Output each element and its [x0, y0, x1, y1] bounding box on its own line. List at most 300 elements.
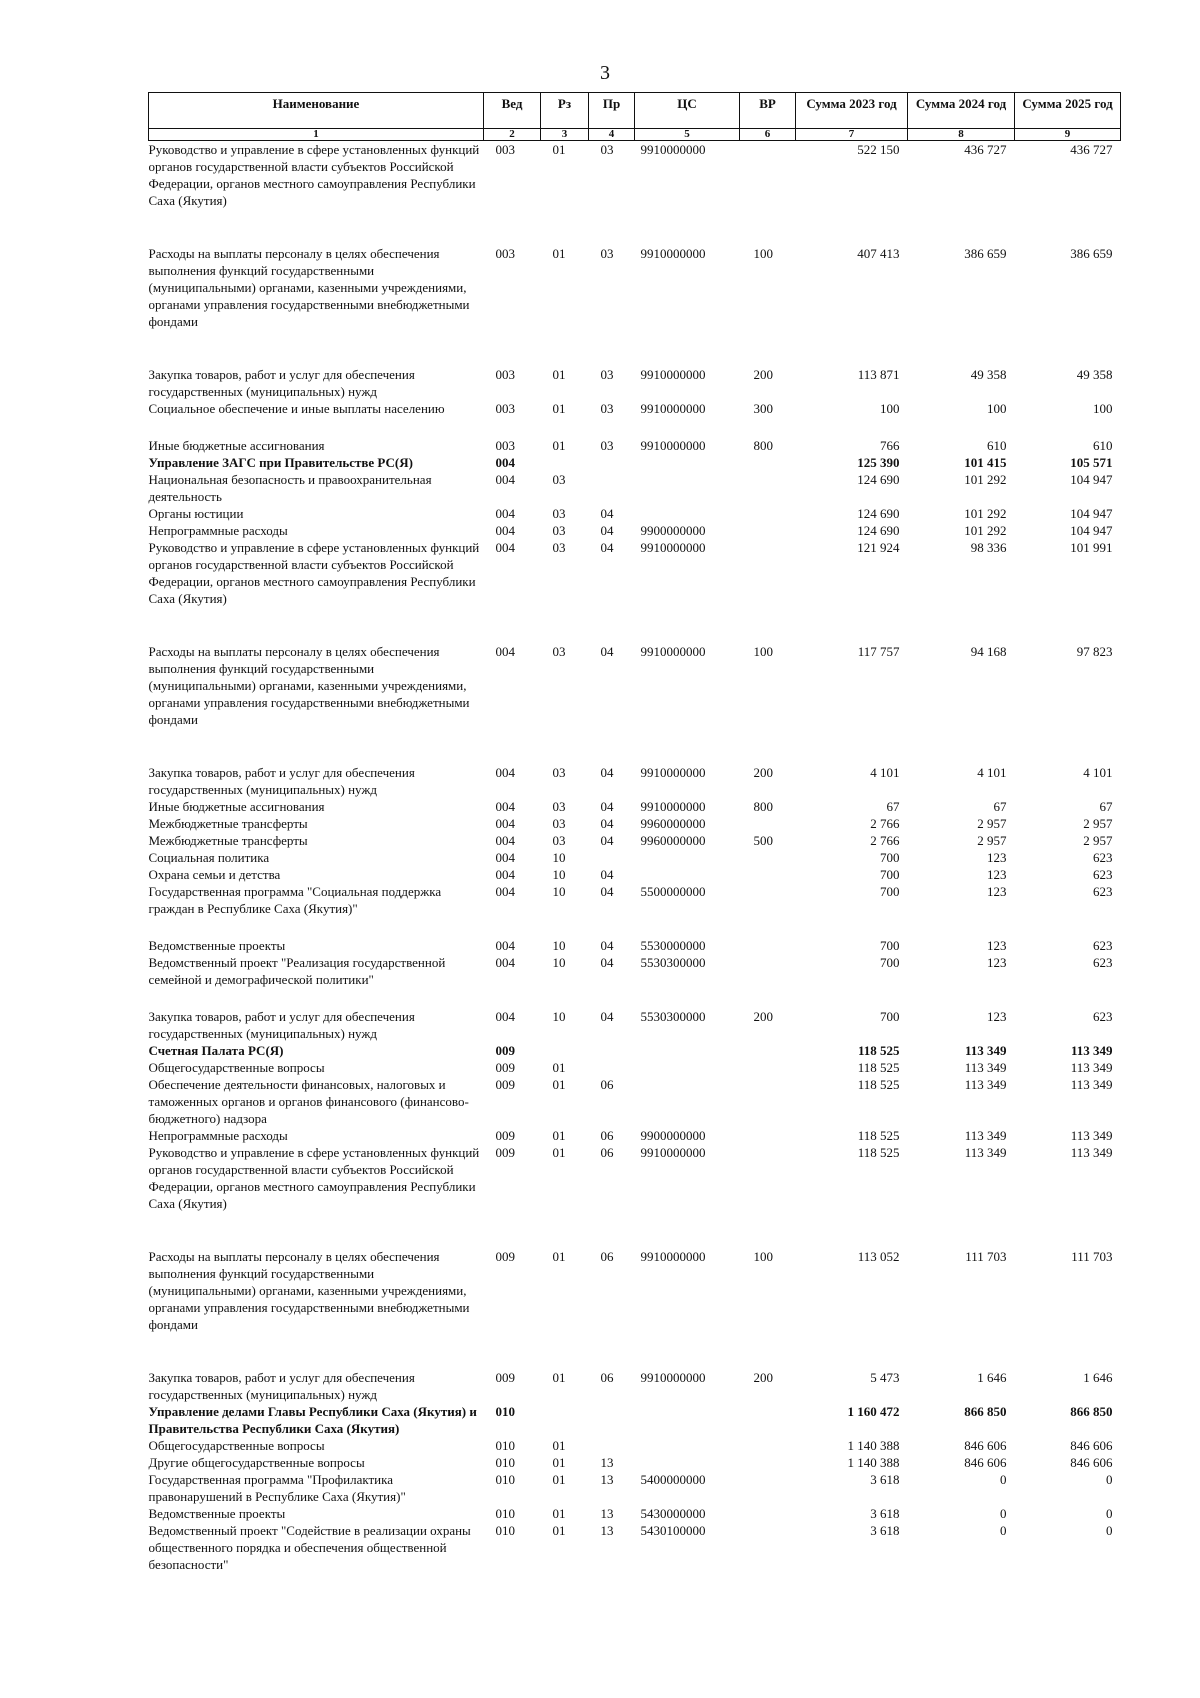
- row-rz: 10: [552, 884, 566, 899]
- row-ved: 003: [495, 401, 515, 416]
- row-pr: 04: [600, 1009, 614, 1024]
- row-ved: 009: [495, 1043, 515, 1058]
- row-vr: 200: [753, 765, 773, 780]
- table-row: [149, 522, 1121, 539]
- table-row: [149, 1471, 1121, 1505]
- row-rz: 10: [552, 850, 566, 865]
- row-cs: 9900000000: [640, 1128, 706, 1143]
- row-name: Закупка товаров, работ и услуг для обеспечения государственных (муниципальных) нужд: [148, 765, 415, 797]
- row-sum-2024: 846 606: [964, 1438, 1007, 1453]
- row-ved: 009: [495, 1077, 515, 1092]
- row-sum-2023: 118 525: [857, 1060, 900, 1075]
- row-sum-2023: 125 390: [857, 455, 900, 470]
- row-sum-2024: 101 415: [964, 455, 1007, 470]
- row-pr: [589, 1059, 635, 1076]
- row-rz: 01: [552, 1145, 566, 1160]
- row-ved: 004: [495, 523, 515, 538]
- row-cs: 9960000000: [640, 816, 706, 831]
- header-name: Наименование: [149, 93, 484, 129]
- row-name: Расходы на выплаты персоналу в целях обеспечения выполнения функций государственными (муниципальными) органами, казенными учреждениями, органами управления государственными внебюджетными фондами: [148, 1249, 470, 1332]
- row-cs: 9910000000: [640, 367, 706, 382]
- table-row: [149, 141, 1121, 246]
- row-pr: [589, 1437, 635, 1454]
- row-sum-2025: 111 703: [1071, 1249, 1113, 1264]
- row-rz: 03: [552, 644, 566, 659]
- row-sum-2025: 97 823: [1076, 644, 1113, 659]
- row-sum-2024: 49 358: [970, 367, 1007, 382]
- row-cs: 9910000000: [640, 765, 706, 780]
- table-row: [149, 798, 1121, 815]
- row-ved: 004: [495, 799, 515, 814]
- row-rz: 01: [552, 438, 566, 453]
- row-sum-2024: 100: [987, 401, 1007, 416]
- row-ved: 004: [495, 955, 515, 970]
- row-vr: [740, 1144, 796, 1248]
- row-pr: [589, 471, 635, 505]
- header-sum-2024: Сумма 2024 год: [908, 93, 1015, 129]
- row-cs: [635, 505, 740, 522]
- row-sum-2025: 623: [1093, 884, 1113, 899]
- row-sum-2025: 846 606: [1070, 1438, 1113, 1453]
- row-sum-2024: 386 659: [964, 246, 1007, 261]
- table-row: [149, 1008, 1121, 1042]
- row-sum-2023: 3 618: [870, 1472, 900, 1487]
- table-row: [149, 643, 1121, 764]
- row-pr: 03: [600, 438, 614, 453]
- table-row: [149, 1454, 1121, 1471]
- row-sum-2023: 700: [880, 955, 900, 970]
- row-sum-2025: 113 349: [1070, 1145, 1113, 1160]
- row-name: Счетная Палата РС(Я): [148, 1043, 284, 1058]
- row-rz: 10: [552, 938, 566, 953]
- row-ved: 004: [495, 938, 515, 953]
- row-vr: 800: [753, 438, 773, 453]
- row-sum-2025: 104 947: [1070, 523, 1113, 538]
- row-cs: 5530300000: [640, 1009, 706, 1024]
- row-name: Руководство и управление в сфере установленных функций органов государственной власти субъектов Российской Федерации, органов местного самоуправления Республики Саха (Якутия): [148, 540, 480, 606]
- table-row: [149, 1076, 1121, 1127]
- row-rz: 01: [552, 1128, 566, 1143]
- table-row: [149, 245, 1121, 366]
- row-cs: [635, 471, 740, 505]
- row-cs: 5430100000: [640, 1523, 706, 1538]
- table-row: [149, 1248, 1121, 1369]
- row-rz: 01: [552, 142, 566, 157]
- row-vr: 200: [753, 1370, 773, 1385]
- table-row: [149, 815, 1121, 832]
- row-ved: 003: [495, 246, 515, 261]
- header-sum-2025: Сумма 2025 год: [1015, 93, 1121, 129]
- row-sum-2023: 3 618: [870, 1523, 900, 1538]
- row-rz: 03: [552, 540, 566, 555]
- row-ved: 003: [495, 142, 515, 157]
- column-number: 1: [149, 129, 484, 141]
- row-ved: 004: [495, 833, 515, 848]
- row-pr: 03: [600, 401, 614, 416]
- table-row: [149, 1505, 1121, 1522]
- row-ved: 004: [495, 644, 515, 659]
- row-pr: 13: [600, 1523, 614, 1538]
- row-pr: 04: [600, 540, 614, 555]
- row-rz: 01: [552, 1370, 566, 1385]
- row-sum-2023: 1 140 388: [847, 1438, 900, 1453]
- row-name: Охрана семьи и детства: [148, 867, 281, 882]
- column-number: 6: [740, 129, 796, 141]
- header-rz: Рз: [541, 93, 589, 129]
- row-cs: [635, 1042, 740, 1059]
- row-rz: 03: [552, 472, 566, 487]
- row-name: Общегосударственные вопросы: [148, 1060, 325, 1075]
- row-cs: 9910000000: [640, 644, 706, 659]
- row-name: Ведомственные проекты: [148, 1506, 286, 1521]
- row-sum-2025: 113 349: [1070, 1043, 1113, 1058]
- header-pr: Пр: [589, 93, 635, 129]
- row-vr: [740, 1059, 796, 1076]
- row-sum-2025: 113 349: [1070, 1060, 1113, 1075]
- row-sum-2025: 104 947: [1070, 472, 1113, 487]
- row-rz: [541, 1042, 589, 1059]
- row-rz: 03: [552, 799, 566, 814]
- row-sum-2023: 124 690: [857, 472, 900, 487]
- row-vr: [740, 1454, 796, 1471]
- row-name: Межбюджетные трансферты: [148, 816, 308, 831]
- row-vr: 200: [753, 1009, 773, 1024]
- row-sum-2025: 67: [1099, 799, 1113, 814]
- row-ved: 009: [495, 1060, 515, 1075]
- row-sum-2025: 846 606: [1070, 1455, 1113, 1470]
- table-row: [149, 1127, 1121, 1144]
- row-name: Руководство и управление в сфере установленных функций органов государственной власти субъектов Российской Федерации, органов местного самоуправления Республики Саха (Якутия): [148, 1145, 480, 1211]
- row-pr: [589, 1042, 635, 1059]
- row-pr: 04: [600, 884, 614, 899]
- column-number: 5: [635, 129, 740, 141]
- row-vr: [740, 883, 796, 937]
- row-cs: [635, 454, 740, 471]
- row-rz: 10: [552, 1009, 566, 1024]
- row-rz: 01: [552, 401, 566, 416]
- row-sum-2024: 123: [987, 884, 1007, 899]
- row-sum-2023: 700: [880, 867, 900, 882]
- row-pr: 04: [600, 955, 614, 970]
- row-sum-2023: 118 525: [857, 1145, 900, 1160]
- row-sum-2024: 123: [987, 938, 1007, 953]
- row-pr: 06: [600, 1145, 614, 1160]
- row-rz: 03: [552, 523, 566, 538]
- table-row: [149, 1059, 1121, 1076]
- row-sum-2024: 98 336: [970, 540, 1007, 555]
- row-vr: [740, 815, 796, 832]
- row-sum-2023: 124 690: [857, 506, 900, 521]
- row-name: Закупка товаров, работ и услуг для обеспечения государственных (муниципальных) нужд: [148, 1009, 415, 1041]
- row-cs: 9900000000: [640, 523, 706, 538]
- row-ved: 004: [495, 867, 515, 882]
- row-sum-2024: 113 349: [964, 1128, 1007, 1143]
- table-row: [149, 849, 1121, 866]
- row-sum-2023: 700: [880, 938, 900, 953]
- row-pr: 13: [600, 1506, 614, 1521]
- row-sum-2023: 1 140 388: [847, 1455, 900, 1470]
- row-cs: 9910000000: [640, 1249, 706, 1264]
- row-sum-2024: 123: [987, 1009, 1007, 1024]
- row-pr: 03: [600, 246, 614, 261]
- row-sum-2025: 0: [1106, 1506, 1113, 1521]
- row-ved: 009: [495, 1128, 515, 1143]
- row-sum-2023: 118 525: [857, 1128, 900, 1143]
- row-sum-2024: 101 292: [964, 506, 1007, 521]
- row-name: Социальное обеспечение и иные выплаты населению: [148, 401, 445, 416]
- row-name: Общегосударственные вопросы: [148, 1438, 325, 1453]
- row-name: Ведомственный проект "Содействие в реализации охраны общественного порядка и обеспечения общественной безопасности": [148, 1523, 471, 1572]
- row-ved: 004: [495, 540, 515, 555]
- row-sum-2025: 623: [1093, 850, 1113, 865]
- table-row: [149, 1437, 1121, 1454]
- row-rz: 01: [552, 1077, 566, 1092]
- row-ved: 009: [495, 1145, 515, 1160]
- row-sum-2023: 118 525: [857, 1043, 900, 1058]
- row-vr: [740, 937, 796, 954]
- row-name: Иные бюджетные ассигнования: [148, 438, 325, 453]
- row-ved: 009: [495, 1370, 515, 1385]
- row-vr: [740, 866, 796, 883]
- row-sum-2025: 49 358: [1076, 367, 1113, 382]
- row-sum-2023: 4 101: [870, 765, 900, 780]
- row-vr: 100: [753, 1249, 773, 1264]
- header-sum-2023: Сумма 2023 год: [796, 93, 908, 129]
- row-cs: 9910000000: [640, 142, 706, 157]
- row-ved: 004: [495, 506, 515, 521]
- table-row: [149, 437, 1121, 454]
- row-cs: [635, 1437, 740, 1454]
- table-row: [149, 1522, 1121, 1573]
- row-sum-2024: 113 349: [964, 1060, 1007, 1075]
- row-sum-2024: 111 703: [965, 1249, 1007, 1264]
- page-number: 3: [600, 62, 610, 84]
- row-sum-2023: 124 690: [857, 523, 900, 538]
- table-row: [149, 1403, 1121, 1437]
- row-rz: 01: [552, 367, 566, 382]
- row-sum-2025: 101 991: [1070, 540, 1113, 555]
- row-vr: [740, 849, 796, 866]
- row-vr: [740, 141, 796, 246]
- row-rz: 03: [552, 765, 566, 780]
- row-sum-2024: 0: [1000, 1523, 1007, 1538]
- row-name: Органы юстиции: [148, 506, 244, 521]
- row-cs: 9910000000: [640, 438, 706, 453]
- row-cs: 5530300000: [640, 955, 706, 970]
- row-cs: 9910000000: [640, 540, 706, 555]
- table-row: [149, 866, 1121, 883]
- row-sum-2025: 113 349: [1070, 1128, 1113, 1143]
- row-vr: [740, 1522, 796, 1573]
- row-name: Государственная программа "Социальная поддержка граждан в Республике Саха (Якутия)": [148, 884, 442, 916]
- row-sum-2023: 5 473: [870, 1370, 900, 1385]
- row-rz: 01: [552, 1472, 566, 1487]
- row-vr: [740, 1505, 796, 1522]
- row-pr: 13: [600, 1455, 614, 1470]
- row-name: Иные бюджетные ассигнования: [148, 799, 325, 814]
- row-sum-2024: 113 349: [964, 1077, 1007, 1092]
- row-vr: 300: [753, 401, 773, 416]
- row-vr: [740, 1437, 796, 1454]
- budget-table: [148, 92, 1121, 1573]
- table-row: [149, 832, 1121, 849]
- row-vr: [740, 954, 796, 1008]
- row-sum-2023: 121 924: [857, 540, 900, 555]
- row-pr: 04: [600, 938, 614, 953]
- row-rz: 01: [552, 1249, 566, 1264]
- table-row: [149, 954, 1121, 1008]
- row-ved: 010: [495, 1506, 515, 1521]
- row-name: Управление ЗАГС при Правительстве РС(Я): [148, 455, 413, 470]
- row-sum-2025: 1 646: [1083, 1370, 1113, 1385]
- row-rz: 01: [552, 1506, 566, 1521]
- row-rz: 01: [552, 246, 566, 261]
- column-number: 3: [541, 129, 589, 141]
- row-cs: 9910000000: [640, 799, 706, 814]
- row-sum-2024: 0: [1000, 1506, 1007, 1521]
- row-sum-2024: 123: [987, 955, 1007, 970]
- row-sum-2024: 0: [1000, 1472, 1007, 1487]
- column-number: 7: [796, 129, 908, 141]
- row-sum-2023: 3 618: [870, 1506, 900, 1521]
- row-sum-2025: 100: [1093, 401, 1113, 416]
- column-number: 8: [908, 129, 1015, 141]
- row-name: Национальная безопасность и правоохранительная деятельность: [148, 472, 432, 504]
- row-name: Расходы на выплаты персоналу в целях обеспечения выполнения функций государственными (муниципальными) органами, казенными учреждениями, органами управления государственными внебюджетными фондами: [148, 644, 470, 727]
- row-ved: 009: [495, 1249, 515, 1264]
- row-vr: [740, 539, 796, 643]
- row-ved: 010: [495, 1523, 515, 1538]
- row-sum-2024: 1 646: [977, 1370, 1007, 1385]
- row-sum-2025: 0: [1106, 1523, 1113, 1538]
- column-number: 9: [1015, 129, 1121, 141]
- column-number: 2: [484, 129, 541, 141]
- row-pr: 04: [600, 523, 614, 538]
- row-vr: [740, 1076, 796, 1127]
- row-vr: 100: [753, 246, 773, 261]
- row-sum-2024: 67: [993, 799, 1007, 814]
- row-sum-2024: 436 727: [964, 142, 1007, 157]
- row-ved: 010: [495, 1404, 515, 1419]
- table-row: [149, 471, 1121, 505]
- table-row: [149, 454, 1121, 471]
- row-ved: 004: [495, 455, 515, 470]
- row-sum-2025: 623: [1093, 955, 1113, 970]
- header-vr: ВР: [740, 93, 796, 129]
- row-pr: 04: [600, 816, 614, 831]
- row-vr: [740, 1471, 796, 1505]
- table-row: [149, 366, 1121, 400]
- row-sum-2023: 2 766: [870, 833, 900, 848]
- row-pr: 13: [600, 1472, 614, 1487]
- header-row: [149, 93, 1121, 129]
- row-sum-2023: 766: [880, 438, 900, 453]
- row-ved: 004: [495, 1009, 515, 1024]
- row-sum-2024: 123: [987, 867, 1007, 882]
- table-row: [149, 764, 1121, 798]
- row-sum-2023: 700: [880, 884, 900, 899]
- row-cs: [635, 1059, 740, 1076]
- row-sum-2025: 2 957: [1083, 816, 1113, 831]
- row-sum-2023: 522 150: [857, 142, 900, 157]
- row-vr: [740, 1127, 796, 1144]
- row-ved: 004: [495, 850, 515, 865]
- row-vr: [740, 1042, 796, 1059]
- row-sum-2023: 2 766: [870, 816, 900, 831]
- row-cs: [635, 1454, 740, 1471]
- row-name: Ведомственные проекты: [148, 938, 286, 953]
- row-name: Закупка товаров, работ и услуг для обеспечения государственных (муниципальных) нужд: [148, 1370, 415, 1402]
- row-sum-2025: 436 727: [1070, 142, 1113, 157]
- row-sum-2024: 2 957: [977, 833, 1007, 848]
- row-name: Руководство и управление в сфере установленных функций органов государственной власти субъектов Российской Федерации, органов местного самоуправления Республики Саха (Якутия): [148, 142, 480, 208]
- row-ved: 010: [495, 1472, 515, 1487]
- row-vr: [740, 1403, 796, 1437]
- row-sum-2023: 407 413: [857, 246, 900, 261]
- row-sum-2023: 113 871: [857, 367, 900, 382]
- column-number-row: [149, 129, 1121, 141]
- row-pr: 04: [600, 765, 614, 780]
- row-sum-2025: 623: [1093, 867, 1113, 882]
- row-rz: 01: [552, 1438, 566, 1453]
- row-sum-2024: 846 606: [964, 1455, 1007, 1470]
- row-sum-2024: 94 168: [970, 644, 1007, 659]
- row-name: Управление делами Главы Республики Саха (Якутия) и Правительства Республики Саха (Якутия): [148, 1404, 477, 1436]
- row-sum-2024: 113 349: [964, 1145, 1007, 1160]
- row-rz: 01: [552, 1523, 566, 1538]
- row-cs: [635, 866, 740, 883]
- row-sum-2024: 101 292: [964, 472, 1007, 487]
- table-body: [149, 141, 1121, 1574]
- row-pr: 04: [600, 644, 614, 659]
- row-pr: 04: [600, 506, 614, 521]
- row-rz: 10: [552, 955, 566, 970]
- header-ved: Вед: [484, 93, 541, 129]
- row-ved: 003: [495, 438, 515, 453]
- row-sum-2025: 866 850: [1070, 1404, 1113, 1419]
- row-name: Межбюджетные трансферты: [148, 833, 308, 848]
- row-name: Закупка товаров, работ и услуг для обеспечения государственных (муниципальных) нужд: [148, 367, 415, 399]
- table-row: [149, 1042, 1121, 1059]
- row-ved: 004: [495, 816, 515, 831]
- row-rz: 03: [552, 816, 566, 831]
- table-row: [149, 539, 1121, 643]
- row-sum-2025: 623: [1093, 938, 1113, 953]
- row-sum-2025: 623: [1093, 1009, 1113, 1024]
- row-sum-2023: 117 757: [857, 644, 900, 659]
- row-sum-2025: 113 349: [1070, 1077, 1113, 1092]
- table-row: [149, 883, 1121, 937]
- row-ved: 004: [495, 472, 515, 487]
- row-name: Ведомственный проект "Реализация государственной семейной и демографической политики": [148, 955, 446, 987]
- row-name: Непрограммные расходы: [148, 523, 288, 538]
- row-name: Непрограммные расходы: [148, 1128, 288, 1143]
- row-pr: 03: [600, 367, 614, 382]
- table-row: [149, 400, 1121, 437]
- row-pr: 06: [600, 1128, 614, 1143]
- row-pr: 04: [600, 833, 614, 848]
- row-cs: [635, 1403, 740, 1437]
- row-sum-2025: 0: [1106, 1472, 1113, 1487]
- row-pr: 06: [600, 1249, 614, 1264]
- table-row: [149, 1369, 1121, 1403]
- row-ved: 004: [495, 765, 515, 780]
- row-sum-2025: 2 957: [1083, 833, 1113, 848]
- row-cs: 5430000000: [640, 1506, 706, 1521]
- row-ved: 004: [495, 884, 515, 899]
- row-cs: 9910000000: [640, 246, 706, 261]
- row-rz: [541, 1403, 589, 1437]
